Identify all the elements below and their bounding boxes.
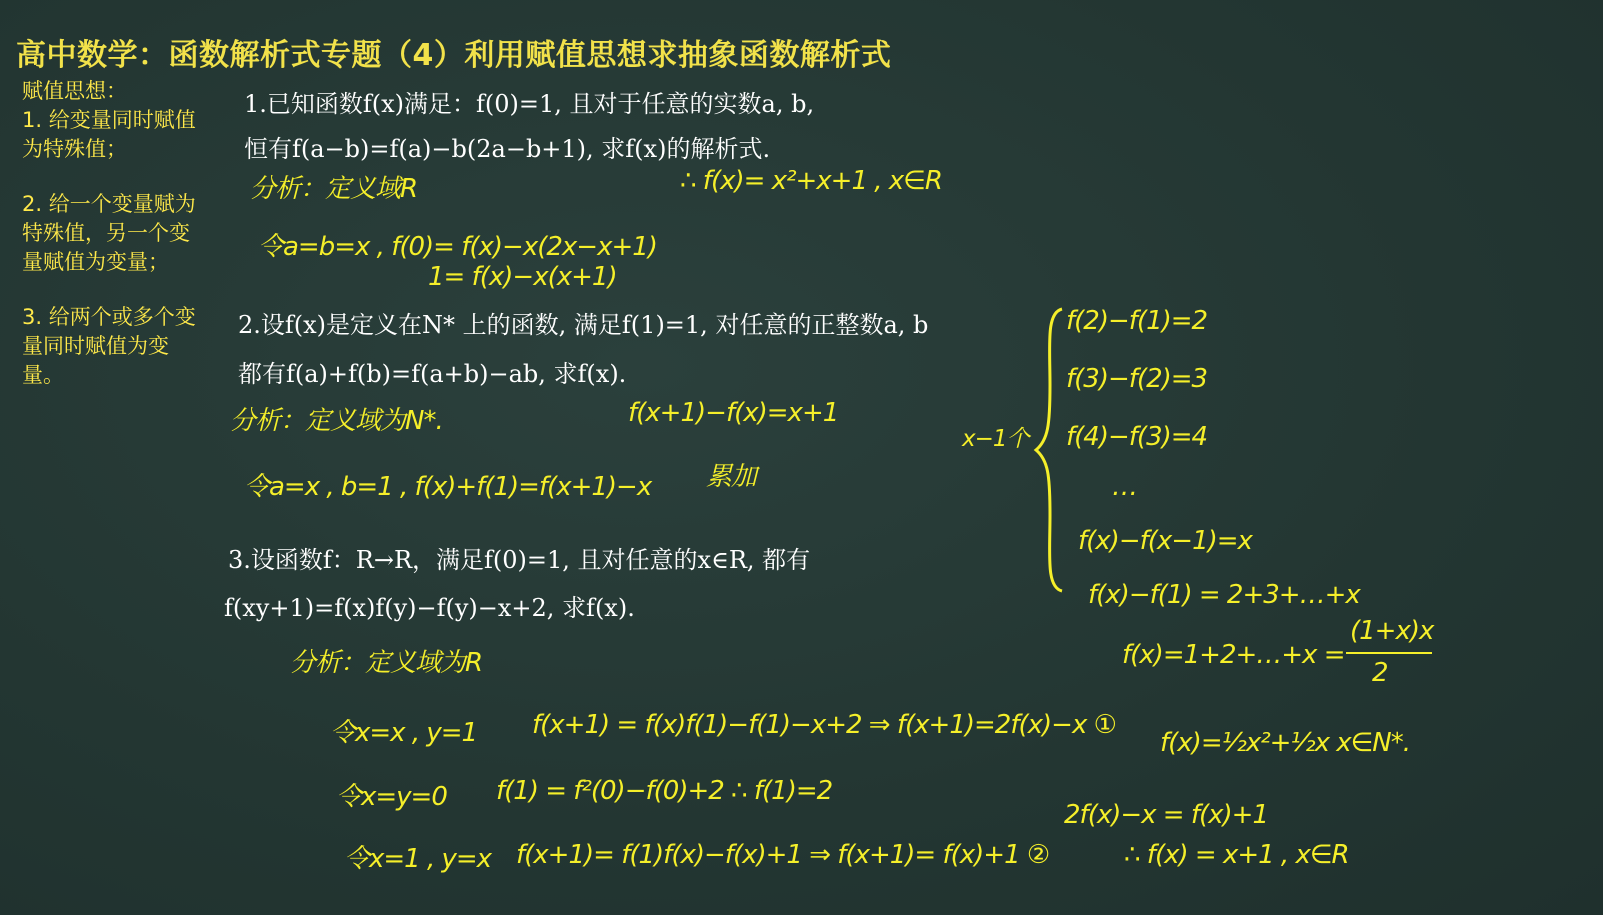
sidebar-item2-line1: 2. 给一个变量赋为 <box>22 192 196 216</box>
sidebar-item2-line2: 特殊值，另一个变 <box>22 221 190 245</box>
p3-answer: ∴ f(x) = x+1 , x∈R <box>1124 840 1349 870</box>
p3-line2-assign: 令x=y=0 <box>336 782 447 812</box>
p3-line1-assign: 令x=x , y=1 <box>330 718 478 748</box>
left-brace-icon <box>1028 305 1068 595</box>
p2-sum1: f(x)−f(1) = 2+3+…+x <box>1088 580 1360 610</box>
sidebar-item2-line3: 量赋值为变量； <box>22 250 169 274</box>
sidebar-item1-line1: 1. 给变量同时赋值 <box>22 108 196 132</box>
p3-line1-eq: f(x+1) = f(x)f(1)−f(1)−x+2 ⇒ f(x+1)=2f(x)−x ① <box>532 710 1116 740</box>
p2-cumsum-note: 累加 <box>706 462 757 492</box>
sidebar-item3-line1: 3. 给两个或多个变 <box>22 305 196 329</box>
p2-sum2-lhs: f(x)=1+2+…+x = <box>1122 640 1345 670</box>
page-title: 高中数学：函数解析式专题（4）利用赋值思想求抽象函数解析式 <box>16 38 892 73</box>
p1-analysis: 分析：定义域R <box>250 174 418 204</box>
problem3-line1: 3.设函数f：R→R，满足f(0)=1, 且对任意的x∈R, 都有 <box>228 546 811 574</box>
p2-answer: f(x)=½x²+½x x∈N*. <box>1160 728 1411 758</box>
p2-analysis: 分析：定义域为N*. <box>230 406 443 436</box>
fraction-bar <box>1346 652 1432 654</box>
p2-system-ellipsis: … <box>1112 472 1137 502</box>
sidebar-item3-line2: 量同时赋值为变 <box>22 334 169 358</box>
p1-answer: ∴ f(x)= x²+x+1 , x∈R <box>680 166 942 196</box>
p1-step1: 令a=b=x , f(0)= f(x)−x(2x−x+1) <box>258 232 657 262</box>
p2-step: 令a=x , b=1 , f(x)+f(1)=f(x+1)−x <box>244 472 652 502</box>
problem2-line1: 2.设f(x)是定义在N* 上的函数, 满足f(1)=1, 对任意的正整数a, b <box>238 311 929 339</box>
p2-sum2-numerator: (1+x)x <box>1350 616 1434 646</box>
p2-system-eq2: f(3)−f(2)=3 <box>1066 364 1208 394</box>
p3-line2-eq: f(1) = f²(0)−f(0)+2 ∴ f(1)=2 <box>496 776 833 806</box>
p3-eq: 2f(x)−x = f(x)+1 <box>1064 800 1269 830</box>
p2-recurrence: f(x+1)−f(x)=x+1 <box>628 398 839 428</box>
p2-system-eq-last: f(x)−f(x−1)=x <box>1078 526 1252 556</box>
problem2-line2: 都有f(a)+f(b)=f(a+b)−ab, 求f(x). <box>238 360 627 388</box>
p2-system-eq3: f(4)−f(3)=4 <box>1066 422 1208 452</box>
sidebar-item1-line2: 为特殊值； <box>22 137 127 161</box>
problem1-line1: 1.已知函数f(x)满足：f(0)=1, 且对于任意的实数a, b, <box>244 90 815 118</box>
p2-sum2-denominator: 2 <box>1372 658 1388 688</box>
sidebar-item3-line3: 量。 <box>22 363 64 387</box>
p2-system-label: x−1个 <box>962 426 1029 452</box>
p2-system-eq1: f(2)−f(1)=2 <box>1066 306 1208 336</box>
p3-line3-assign: 令x=1 , y=x <box>344 844 492 874</box>
sidebar-heading-text: 赋值思想： <box>22 79 127 103</box>
problem1-line2: 恒有f(a−b)=f(a)−b(2a−b+1), 求f(x)的解析式. <box>244 135 771 163</box>
sidebar-heading <box>22 77 196 164</box>
p3-analysis: 分析：定义域为R <box>290 648 483 678</box>
sidebar-item3 <box>22 303 196 390</box>
p3-line3-eq: f(x+1)= f(1)f(x)−f(x)+1 ⇒ f(x+1)= f(x)+1 ② <box>516 840 1050 870</box>
p1-step2: 1= f(x)−x(x+1) <box>428 262 617 292</box>
sidebar-item2 <box>22 190 196 277</box>
problem3-line2: f(xy+1)=f(x)f(y)−f(y)−x+2, 求f(x). <box>224 594 635 622</box>
